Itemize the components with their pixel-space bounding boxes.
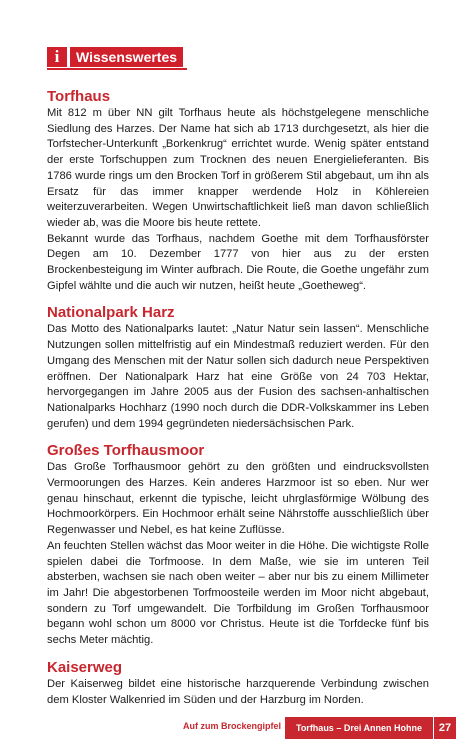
section-heading: Kaiserweg — [47, 658, 123, 676]
paragraph: An feuchten Stellen wächst das Moor weiter in die Höhe. Die wichtigste Rolle spielen dabei die Torfmoose. In dem Maße, wie sie im unteren Teil absterben, wachsen sie nach oben weiter – aber nur bis zu einem Millimeter im Jahr! Die abgestorbenen Torfmoosteile werden im Moor nicht abgebaut, sondern zu Torf umgewandelt. Die Torfbildung im Großen Torfhausmoor begann wohl schon um 8000 vor Christus. Heute ist die Torfdecke fünf bis sechs Meter mächtig. — [47, 539, 429, 647]
page-content — [47, 88, 429, 718]
info-box-header — [47, 46, 187, 70]
paragraph: Der Kaiserweg bildet eine historische harzquerende Verbindung zwischen dem Kloster Walkenried im Süden und der Harzburg im Norden. — [47, 677, 429, 706]
section-torfhaus — [47, 88, 429, 294]
paragraph: Mit 812 m über NN gilt Torfhaus heute als höchstgelegene menschliche Siedlung des Harzes. Der Name hat sich ab 1713 durchgesetzt, als hier die Torfstecher-Unterkunft „Borkenkrug“ errichtet wurde. Wenig später entstand der erste Torfschuppen zum Trocknen des neuen Energielieferanten. Bis 1786 wurde rings um den Brocken Torf in größerem Stil abgebaut, um ihn als Ersatz für das immer knapper werdende Holz in Köhlereien weiterzuverarbeiten. Wegen Unwirtschaftlichkeit ließ man davon schließlich wieder ab, was die Moore bis heute rettete. — [47, 107, 429, 229]
section-kaiserweg — [47, 659, 429, 708]
paragraph: Bekannt wurde das Torfhaus, nachdem Goethe mit dem Torfhausförster Degen am 10. Dezember 1777 von hier aus zu der ersten Brockenbesteigung im Winter aufbrach. Die Route, die Goethe ungefähr zum Gipfel wählte und die auch wir nutzen, heißt heute „Goetheweg“. — [47, 232, 429, 292]
paragraph: Das Motto des Nationalparks lautet: „Natur Natur sein lassen“. Menschliche Nutzungen sollen mittelfristig auf ein Mindestmaß reduziert werden. Für den Umgang des Menschen mit der Natur sollen sich dadurch neue Perspektiven eröffnen. Der Nationalpark Harz hat eine Größe von 24 703 Hektar, hervorgegangen im Jahre 2005 aus der Fusion des sachsen-anhaltischen Nationalparks Hochharz (1990 noch durch die DDR-Volkskammer ins Leben gerufen) und dem 1994 gegründeten niedersächsischen Park. — [47, 323, 429, 430]
info-box-title: Wissenswertes — [70, 47, 183, 67]
section-heading: Großes Torfhausmoor — [47, 442, 205, 460]
paragraph: Das Große Torfhausmoor gehört zu den größten und eindrucksvollsten Vermoorungen des Harzes. Kein anderes Harzmoor ist so eben. Nur wer genau hinschaut, erkennt die typische, leicht uhrglasförmige Wölbung des Hochmoorkörpers. Ein Hochmoor erhält seine Nährstoffe ausschließlich über Regenwasser und Nebel, es hat keine Zuflüsse. — [47, 461, 429, 537]
section-heading: Nationalpark Harz — [47, 304, 175, 322]
section-grosses-torfhausmoor — [47, 442, 429, 648]
page-footer — [0, 717, 474, 743]
info-icon: i — [47, 47, 67, 67]
footer-route-title: Torfhaus – Drei Annen Hohne — [285, 717, 433, 739]
section-nationalpark-harz — [47, 304, 429, 432]
section-heading: Torfhaus — [47, 88, 111, 105]
footer-chapter-title: Auf zum Brockengipfel — [182, 721, 281, 731]
page-number: 27 — [433, 717, 456, 739]
